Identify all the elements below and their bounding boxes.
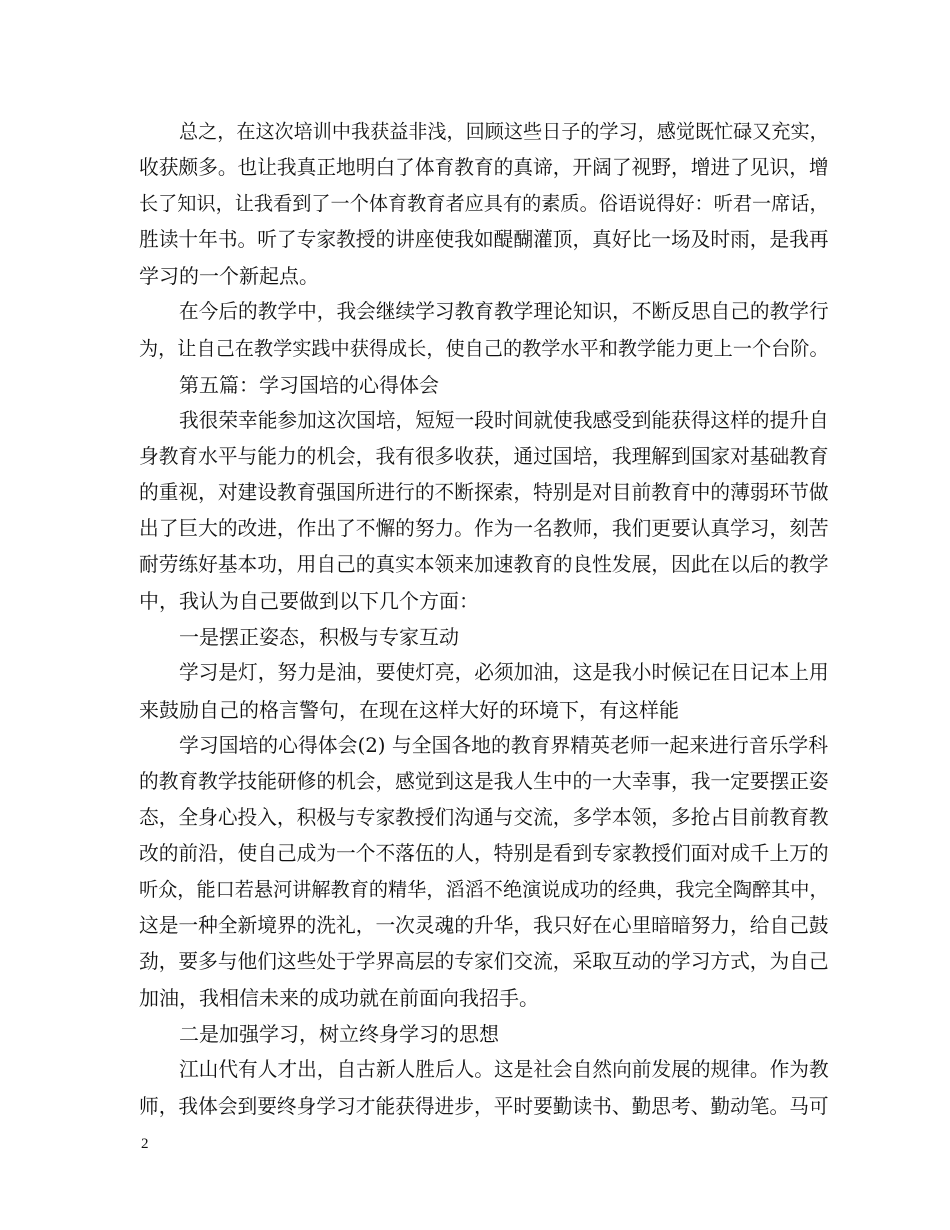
- text-line: 身教育水平与能力的机会，我有很多收获，通过国培，我理解到国家对基础教育: [139, 444, 829, 468]
- text-line: 中，我认为自己要做到以下几个方面：: [139, 589, 479, 614]
- text-line: 学习是灯，努力是油，要使灯亮，必须加油，这是我小时候记在日记本上用: [179, 661, 829, 685]
- text-line: 来鼓励自己的格言警句，在现在这样大好的环境下，有这样能: [139, 697, 679, 722]
- text-line: 胜读十年书。听了专家教授的讲座使我如醍醐灌顶，真好比一场及时雨，是我再: [139, 228, 829, 252]
- text-line: 收获颇多。也让我真正地明白了体育教育的真谛，开阔了视野，增进了见识，增: [139, 156, 829, 180]
- text-line: 长了知识，让我看到了一个体育教育者应具有的素质。俗语说得好：听君一席话，: [139, 192, 829, 216]
- text-line: 这是一种全新境界的洗礼，一次灵魂的升华，我只好在心里暗暗努力，给自己鼓: [139, 914, 829, 938]
- text-line: 改的前沿，使自己成为一个不落伍的人，特别是看到专家教授们面对成千上万的: [139, 841, 829, 865]
- page-number: 2: [141, 1136, 149, 1152]
- text-line: 二是加强学习，树立终身学习的思想: [179, 1022, 499, 1047]
- text-line: 一是摆正姿态，积极与专家互动: [179, 625, 459, 650]
- text-line: 江山代有人才出，自古新人胜后人。这是社会自然向前发展的规律。作为教: [179, 1058, 829, 1082]
- text-line: 师，我体会到要终身学习才能获得进步，平时要勤读书、勤思考、勤动笔。马可: [139, 1094, 829, 1118]
- text-line: 第五篇：学习国培的心得体会: [179, 372, 439, 397]
- text-line: 态，全身心投入，积极与专家教授们沟通与交流，多学本领，多抢占目前教育教: [139, 805, 829, 829]
- text-line: 听众，能口若悬河讲解教育的精华，滔滔不绝演说成功的经典，我完全陶醉其中，: [139, 877, 829, 901]
- text-line: 劲，要多与他们这些处于学界高层的专家们交流，采取互动的学习方式，为自己: [139, 950, 829, 974]
- text-line: 的教育教学技能研修的机会，感觉到这是我人生中的一大幸事，我一定要摆正姿: [139, 769, 829, 793]
- text-line: 出了巨大的改进，作出了不懈的努力。作为一名教师，我们更要认真学习，刻苦: [139, 517, 829, 541]
- text-line: 的重视，对建设教育强国所进行的不断探索，特别是对目前教育中的薄弱环节做: [139, 480, 829, 504]
- text-line: 学习国培的心得体会(2) 与全国各地的教育界精英老师一起来进行音乐学科: [179, 733, 829, 757]
- text-line: 总之，在这次培训中我获益非浅，回顾这些日子的学习，感觉既忙碌又充实，: [179, 120, 829, 143]
- text-line: 为，让自己在教学实践中获得成长，使自己的教学水平和教学能力更上一个台阶。: [139, 336, 829, 360]
- text-line: 加油，我相信未来的成功就在前面向我招手。: [139, 986, 539, 1011]
- text-line: 耐劳练好基本功，用自己的真实本领来加速教育的良性发展，因此在以后的教学: [139, 553, 829, 577]
- text-line: 学习的一个新起点。: [139, 264, 319, 289]
- body-text: [139, 114, 829, 1125]
- text-line: 在今后的教学中，我会继续学习教育教学理论知识，不断反思自己的教学行: [179, 300, 829, 324]
- text-line: 我很荣幸能参加这次国培，短短一段时间就使我感受到能获得这样的提升自: [179, 408, 829, 432]
